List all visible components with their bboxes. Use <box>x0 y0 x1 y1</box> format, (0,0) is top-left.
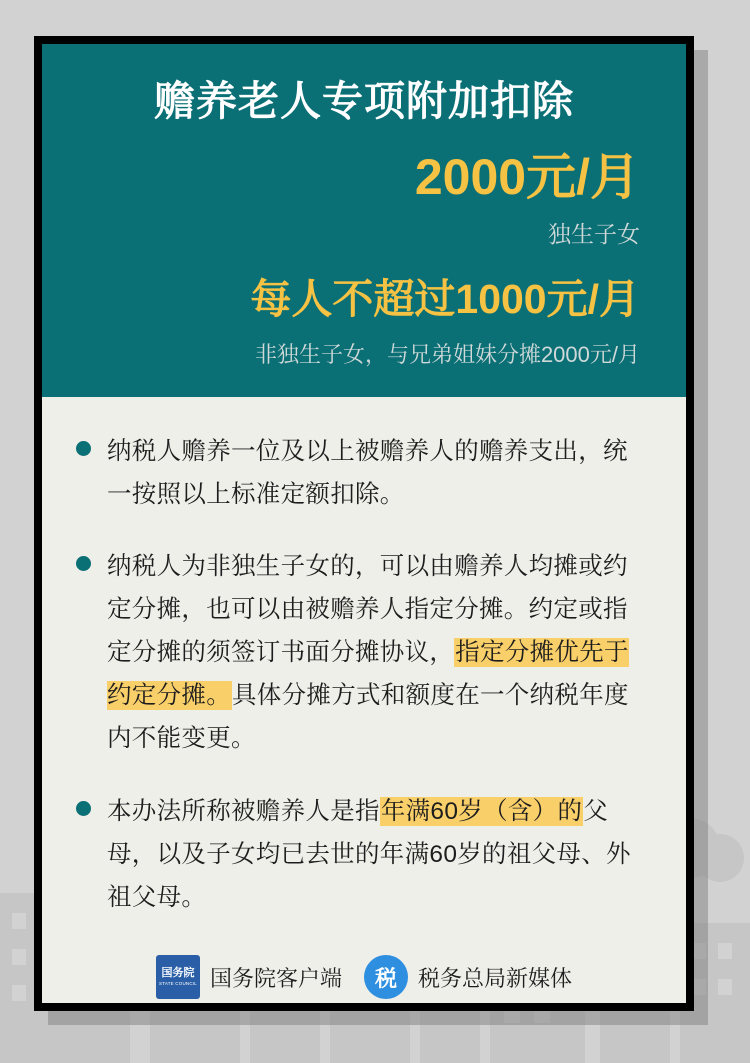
page-title: 赡养老人专项附加扣除 <box>154 78 574 124</box>
policy-list <box>42 397 686 950</box>
text-part: 具体分摊方式和额度在一个纳税年度内不能变更。 <box>107 682 629 752</box>
footer-label-tax: 税务总局新媒体 <box>418 965 573 991</box>
gov-logo-icon <box>156 955 200 999</box>
text-part: 纳税人为非独生子女的，可以由赡养人均摊或约定分摊，也可以由被赡养人指定分摊。约定或指定分摊的须签订书面分摊协议， <box>107 553 628 667</box>
bullet-icon <box>76 556 91 571</box>
footer-label-gov: 国务院客户端 <box>209 965 342 991</box>
list-item-text <box>107 791 652 920</box>
list-item-text <box>107 431 652 517</box>
tax-logo-icon <box>364 955 408 999</box>
text-part: 纳税人赡养一位及以上被赡养人的赡养支出，统一按照以上标准定额扣除。 <box>107 437 628 508</box>
poster-card <box>34 36 694 1011</box>
list-item <box>76 791 652 920</box>
poster-inner <box>42 44 686 1003</box>
list-item-text <box>107 546 652 760</box>
text-part: 本办法所称被赡养人是指 <box>107 797 380 825</box>
list-item <box>76 431 652 517</box>
list-item <box>76 546 652 760</box>
amount-primary-note: 独生子女 <box>548 220 640 247</box>
text-part: 父母，以及子女均已去世的年满60岁的祖父母、外祖父母。 <box>107 797 631 911</box>
footer-entry-tax <box>364 955 572 999</box>
footer-entry-gov <box>156 955 342 999</box>
amount-secondary-note: 非独生子女，与兄弟姐妹分摊2000元/月 <box>254 341 640 367</box>
poster-footer <box>42 949 686 1021</box>
poster-header <box>42 44 686 397</box>
tax-logo-text: 税 <box>374 965 397 991</box>
bullet-icon <box>76 801 91 816</box>
highlighted-text: 指定分摊优先于约定分摊。 <box>107 639 629 710</box>
gov-logo-en: STATE COUNCIL <box>159 980 197 986</box>
highlighted-text: 年满60岁（含）的 <box>380 797 583 825</box>
bullet-icon <box>76 441 91 456</box>
amount-secondary: 每人不超过1000元/月 <box>250 275 640 322</box>
gov-logo-text: 国务院 <box>161 967 195 980</box>
amount-primary: 2000元/月 <box>414 149 640 206</box>
